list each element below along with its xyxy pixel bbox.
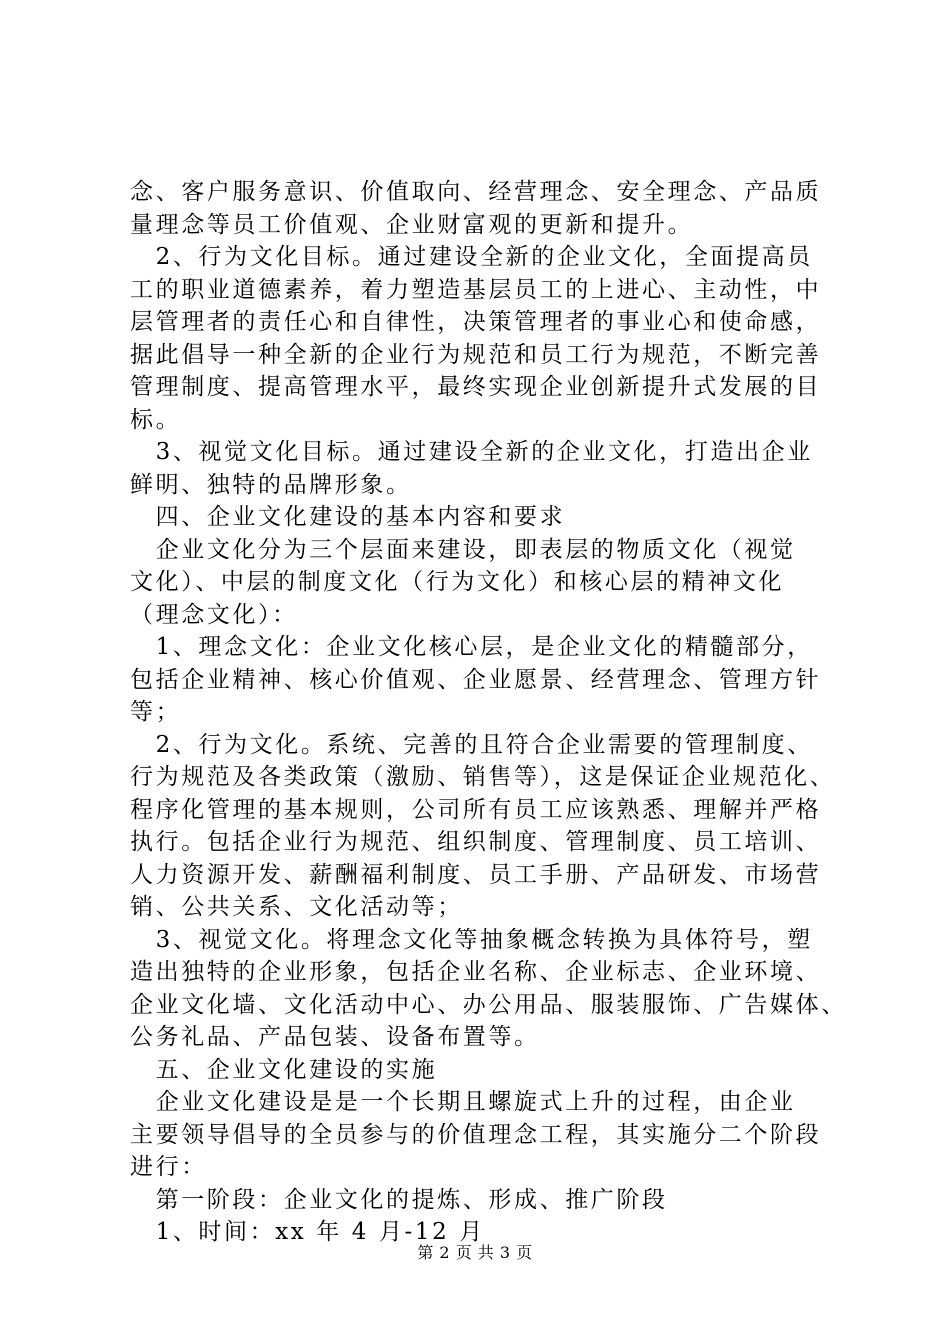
text-line: 执行。包括企业行为规范、组织制度、管理制度、员工培训、 <box>130 829 822 855</box>
text-line: 程序化管理的基本规则，公司所有员工应该熟悉、理解并严格 <box>130 796 822 823</box>
document-body <box>130 176 850 1249</box>
text-line: 文化）、中层的制度文化（行为文化）和核心层的精神文化 <box>130 569 785 595</box>
text-line: 标。 <box>130 406 182 433</box>
text-line: 人力资源开发、薪酬福利制度、员工手册、产品研发、市场营 <box>130 861 822 888</box>
phase-heading: 第一阶段：企业文化的提炼、形成、推广阶段 <box>130 1186 668 1213</box>
text-line: 层管理者的责任心和自律性，决策管理者的事业心和使命感， <box>130 309 822 335</box>
text-line: 包括企业精神、核心价值观、企业愿景、经营理念、管理方针 <box>130 666 822 693</box>
text-line: 主要领导倡导的全员参与的价值理念工程，其实施分二个阶段 <box>130 1121 822 1148</box>
text-line: （理念文化）： <box>130 601 298 628</box>
text-line: 管理制度、提高管理水平，最终实现企业创新提升式发展的目 <box>130 374 822 400</box>
text-line: 公务礼品、产品包装、设备布置等。 <box>130 1024 540 1050</box>
text-line: 1、时间：xx 年 4 月-12 月 <box>130 1219 485 1245</box>
text-line: 销、公共关系、文化活动等； <box>130 894 463 920</box>
text-line: 进行： <box>130 1154 207 1180</box>
text-line: 企业文化分为三个层面来建设，即表层的物质文化（视觉 <box>130 536 796 563</box>
text-line: 2、行为文化。系统、完善的且符合企业需要的管理制度、 <box>130 731 813 758</box>
text-line: 2、行为文化目标。通过建设全新的企业文化，全面提高员 <box>130 244 813 270</box>
section-heading: 四、企业文化建设的基本内容和要求 <box>130 504 566 530</box>
text-line: 工的职业道德素养，着力塑造基层员工的上进心、主动性，中 <box>130 276 822 303</box>
page-number-footer: 第 2 页 共 3 页 <box>417 1243 533 1262</box>
text-line: 念、客户服务意识、价值取向、经营理念、安全理念、产品质 <box>130 179 822 205</box>
text-line: 鲜明、独特的品牌形象。 <box>130 471 412 498</box>
section-heading: 五、企业文化建设的实施 <box>130 1056 438 1083</box>
text-line: 据此倡导一种全新的企业行为规范和员工行为规范，不断完善 <box>130 341 822 368</box>
text-line: 造出独特的企业形象，包括企业名称、企业标志、企业环境、 <box>130 959 822 985</box>
text-line: 等； <box>130 699 182 725</box>
text-line: 企业文化墙、文化活动中心、办公用品、服装服饰、广告媒体、 <box>130 991 847 1018</box>
text-line: 3、视觉文化目标。通过建设全新的企业文化，打造出企业 <box>130 439 813 465</box>
text-line: 量理念等员工价值观、企业财富观的更新和提升。 <box>130 211 694 238</box>
text-line: 行为规范及各类政策（激励、销售等），这是保证企业规范化、 <box>130 764 836 790</box>
text-line: 3、视觉文化。将理念文化等抽象概念转换为具体符号，塑 <box>130 926 813 953</box>
text-line: 企业文化建设是是一个长期且螺旋式上升的过程，由企业 <box>130 1089 796 1115</box>
text-line: 1、理念文化：企业文化核心层，是企业文化的精髓部分， <box>130 634 813 660</box>
